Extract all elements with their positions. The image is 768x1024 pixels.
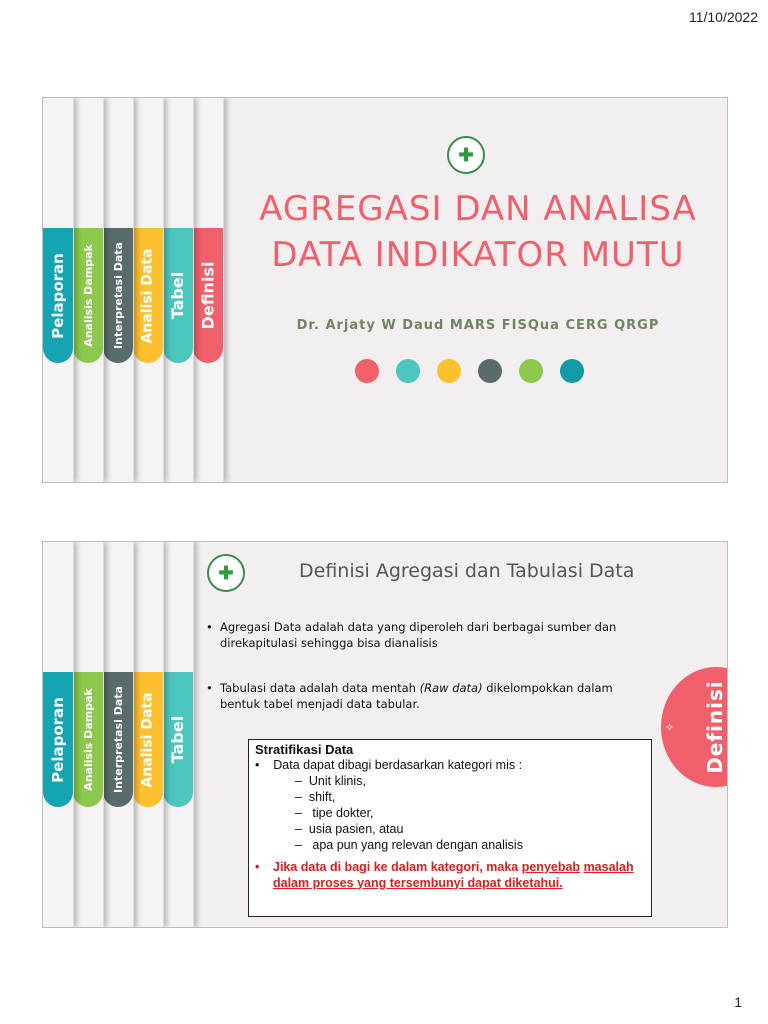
definisi-side-tab [661, 667, 728, 787]
tab-strip [133, 98, 164, 482]
tab-strip [103, 98, 134, 482]
slide-title-line2: DATA INDIKATOR MUTU [271, 235, 685, 275]
decorative-dot [560, 359, 584, 383]
slide-definition [42, 541, 728, 928]
section-tab [193, 228, 223, 363]
bullet-tabulasi-post: dikelompokkan dalam bentuk tabel menjadi data tabular. [220, 681, 613, 711]
decorative-dot [519, 359, 543, 383]
box-title: Stratifikasi Data [255, 742, 354, 757]
section-tab-label: Pelaporan [49, 696, 68, 783]
tab-strip [73, 98, 104, 482]
tab-strip [43, 98, 74, 482]
page-date: 11/10/2022 [688, 9, 758, 25]
section-tab [163, 672, 193, 807]
section-tab-label: Tabel [168, 715, 188, 764]
hospital-logo-icon: ✚ [207, 554, 245, 592]
tab-strip [163, 98, 194, 482]
tab-strip [73, 542, 104, 927]
section-tab-label: Interpretasi Data [111, 242, 125, 349]
slide-title-line1: AGREGASI DAN ANALISA [259, 189, 697, 229]
decorative-dot [478, 359, 502, 383]
slide-heading: Definisi Agregasi dan Tabulasi Data [299, 560, 635, 582]
hospital-logo-icon: ✚ [447, 136, 485, 174]
definisi-side-label: Definisi [703, 680, 727, 774]
section-tab [73, 228, 103, 363]
decorative-dot [396, 359, 420, 383]
sub-item: – shift, [295, 790, 336, 804]
section-tab-label: Definisi [198, 261, 218, 330]
section-tab [43, 228, 73, 363]
section-tab [43, 672, 73, 807]
section-tab [133, 672, 163, 807]
section-tab-label: Analisi Data [140, 247, 156, 344]
section-tab-label: Tabel [168, 271, 188, 320]
box-conclusion: • Jika data di bagi ke dalam kategori, maka penyebab masalah dalam proses yang tersembunyi dapat diketahui. [255, 860, 634, 890]
decorative-dot [355, 359, 379, 383]
section-tab-label: Pelaporan [49, 252, 68, 339]
tab-strip [103, 542, 134, 927]
sub-item: – apa pun yang relevan dengan analisis [295, 838, 523, 852]
bullet-agregasi-text: Agregasi Data adalah data yang diperoleh dari berbagai sumber dan direkapitulasi sehingga bisa dianalisis [220, 620, 617, 650]
section-tab-label: Analisis Dampak [81, 688, 95, 791]
sub-item: – usia pasien, atau [295, 822, 404, 836]
section-tab [103, 228, 133, 363]
sparkle-icon: ✧ [665, 722, 675, 734]
section-tab [103, 672, 133, 807]
bullet-tabulasi-italic: (Raw data) [419, 681, 483, 695]
section-tab-label: Analisi Data [140, 691, 156, 788]
section-tab [163, 228, 193, 363]
box-line: • Data dapat dibagi berdasarkan kategori mis : [255, 758, 523, 772]
author-name: Dr. Arjaty W Daud MARS FISQua CERG QRGP [296, 318, 660, 333]
slide-title [42, 97, 728, 483]
tab-strip [133, 542, 164, 927]
bullet-tabulasi: • Tabulasi data adalah data mentah (Raw data) dikelompokkan dalam bentuk tabel menjadi data tabular. [206, 681, 613, 711]
bullet-agregasi: • Agregasi Data adalah data yang diperoleh dari berbagai sumber dan direkapitulasi sehingga bisa dianalisis [206, 619, 636, 651]
sub-item: – tipe dokter, [295, 806, 374, 820]
section-tab [133, 228, 163, 363]
section-tab-label: Interpretasi Data [111, 686, 125, 793]
tab-strip [193, 98, 224, 482]
section-tab-label: Analisis Dampak [81, 244, 95, 347]
tab-strip [163, 542, 194, 927]
tab-strip [43, 542, 74, 927]
page-number: 1 [734, 994, 742, 1010]
section-tab [73, 672, 103, 807]
stratification-box [248, 739, 652, 917]
bullet-tabulasi-pre: Tabulasi data adalah data mentah [220, 681, 420, 695]
decorative-dot [437, 359, 461, 383]
sub-item: – Unit klinis, [295, 774, 366, 788]
